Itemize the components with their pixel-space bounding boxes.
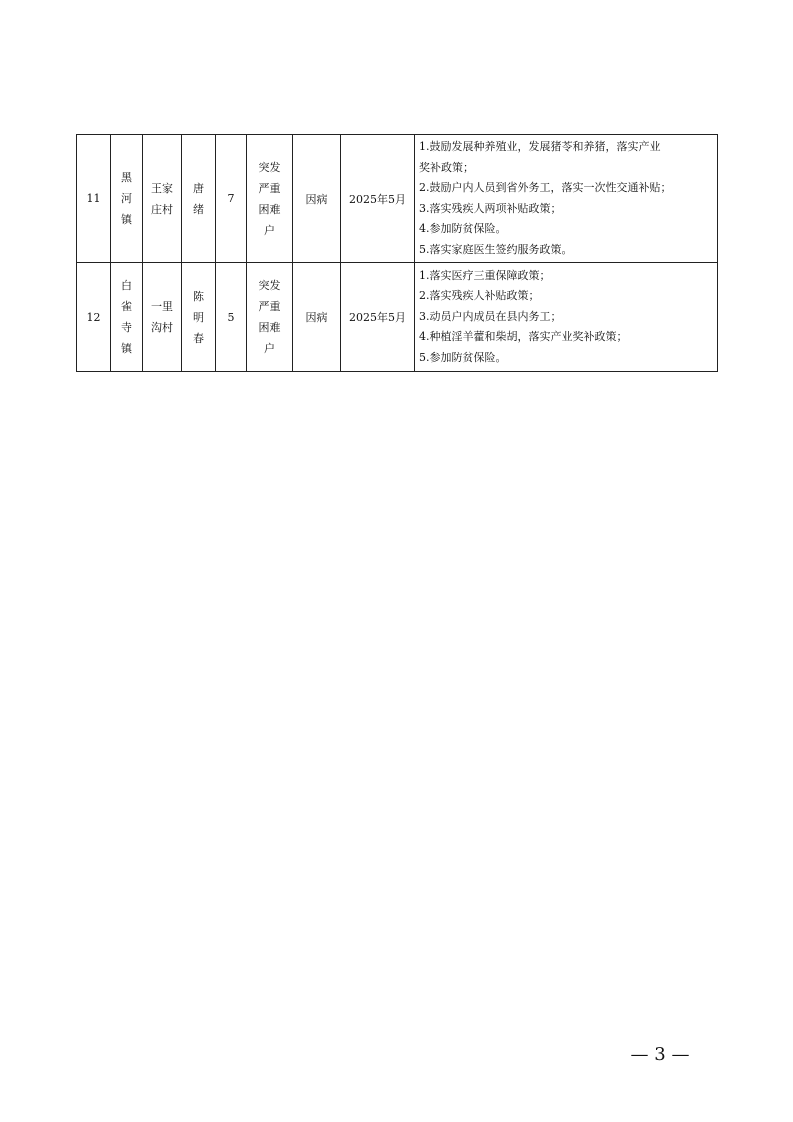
measure-line: 1.落实医疗三重保障政策； [419,268,551,282]
town-char: 河 [121,192,132,205]
town-char: 镇 [121,213,132,226]
town-char: 白 [121,279,132,292]
household-size: 7 [216,135,247,263]
name-char: 春 [193,331,204,345]
cause-cell: 因病 [293,135,341,263]
village-cell [143,263,182,372]
category-part: 突发 [258,160,281,174]
category-part: 困难 [258,202,281,216]
name-cell [182,135,216,263]
measure-line: 2.落实残疾人补贴政策； [419,289,540,303]
town-cell [111,263,143,372]
village-part: 王家 [151,181,173,195]
row-index: 11 [77,135,111,263]
name-cell [182,263,216,372]
name-char: 明 [193,310,204,324]
measure-line: 3.落实残疾人两项补贴政策； [419,201,562,215]
category-part: 困难 [258,321,281,334]
category-part: 户 [264,223,275,237]
town-cell [111,135,143,263]
measure-line: 4.种植淫羊藿和柴胡，落实产业奖补政策； [419,330,628,344]
date-cell: 2025年5月 [341,135,415,263]
row-index: 12 [77,263,111,372]
household-size: 5 [216,263,247,372]
category-cell [247,263,293,372]
measures-cell [415,135,718,263]
measure-line: 奖补政策； [419,160,474,174]
measure-line: 1.鼓励发展种养殖业，发展猪苓和养猪，落实产业 [419,140,661,153]
town-char: 雀 [121,300,132,313]
page-number: — 3 — [630,1044,690,1065]
category-cell [247,135,293,263]
town-char: 寺 [121,321,132,334]
measure-line: 4.参加防贫保险。 [419,222,507,235]
category-part: 严重 [258,181,281,195]
name-char: 陈 [193,289,204,303]
village-cell [143,135,182,263]
village-part: 沟村 [151,321,173,334]
measure-line: 2.鼓励户内人员到省外务工，落实一次性交通补贴； [419,181,672,194]
table-row [77,263,718,372]
measure-line: 3.动员户内成员在县内务工； [419,309,562,323]
town-char: 黑 [121,171,132,184]
household-table [76,134,718,372]
village-part: 一里 [151,300,173,313]
measures-cell [415,263,718,372]
cause-cell: 因病 [293,263,341,372]
category-part: 户 [264,342,275,355]
town-char: 镇 [121,342,132,355]
category-part: 突发 [258,279,281,292]
name-char: 绪 [193,202,204,216]
table-row [77,135,718,263]
name-char: 唐 [193,181,204,195]
measure-line: 5.参加防贫保险。 [419,350,507,364]
measure-line: 5.落实家庭医生签约服务政策。 [419,242,573,256]
category-part: 严重 [258,300,281,313]
village-part: 庄村 [151,202,173,216]
date-cell: 2025年5月 [341,263,415,372]
